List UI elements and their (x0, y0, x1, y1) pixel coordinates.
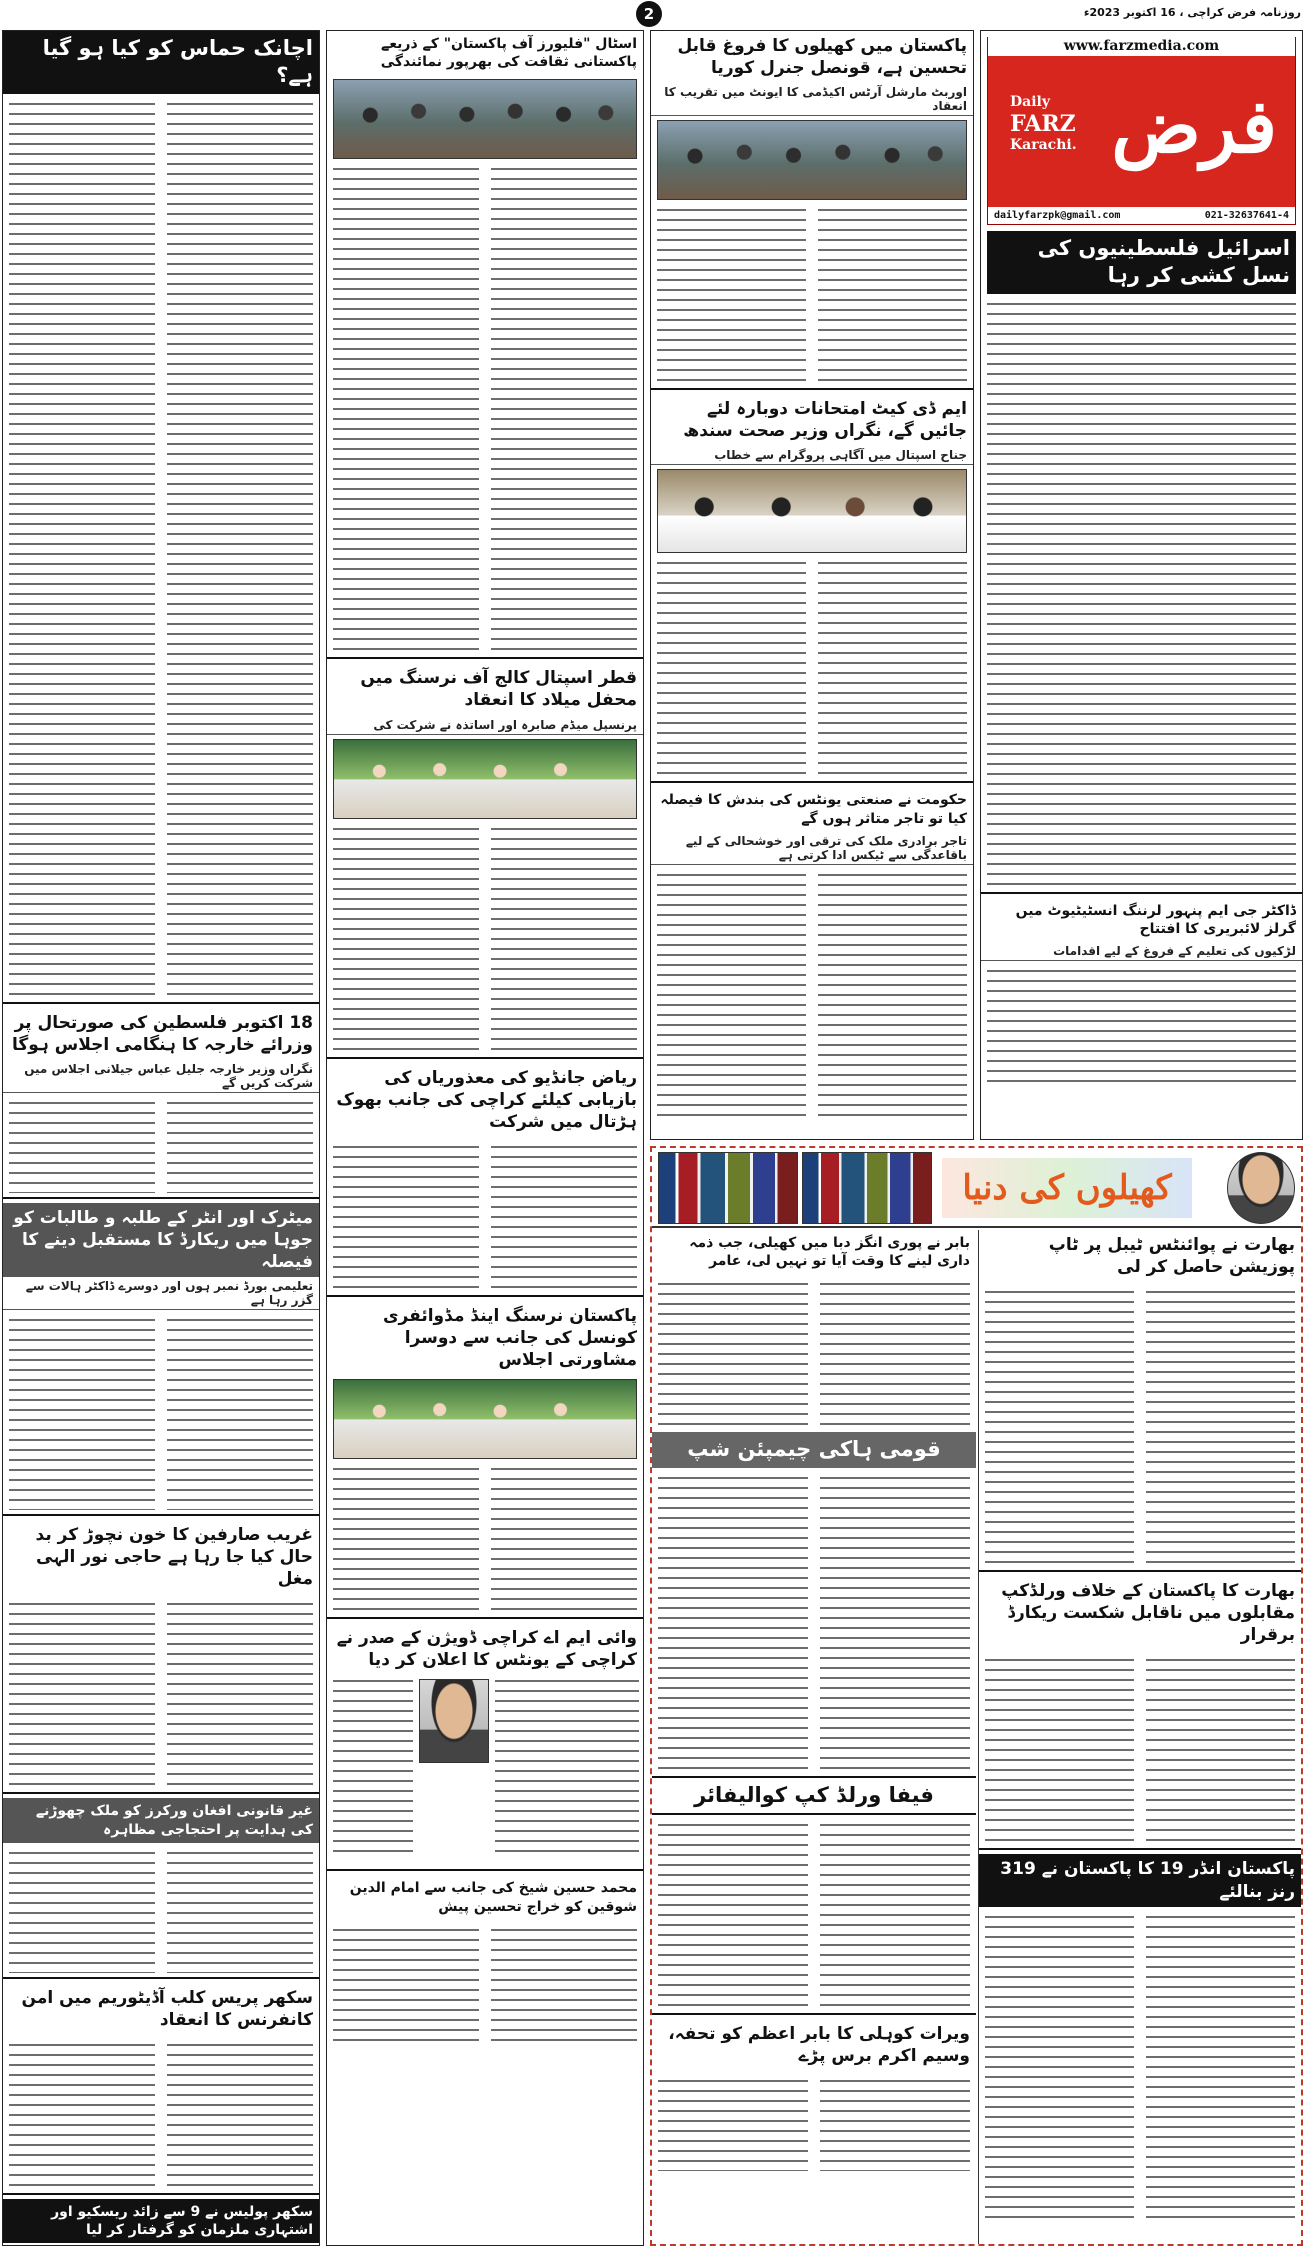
column-3 (650, 30, 974, 1140)
article-body (985, 1911, 1295, 2221)
divider (3, 1002, 319, 1004)
headline: سکھر پریس کلب آڈیٹوریم میں امن کانفرنس کا انعقاد (21, 1987, 313, 2030)
column-1 (2, 30, 320, 2246)
column-4 (980, 30, 1303, 1140)
article-body (985, 1286, 1295, 1566)
divider (327, 1295, 643, 1297)
article-body (495, 1675, 639, 1855)
paper-name: FARZ (1010, 110, 1076, 137)
article-body (9, 1314, 313, 1510)
newspaper-logo (987, 37, 1296, 225)
headline: ایم ڈی کیٹ امتحانات دوبارہ لئے جائیں گے، نگراں وزیر صحت سندھ (683, 399, 967, 442)
subheadline: جناح اسپتال میں آگاہی پروگرام سے خطاب (651, 446, 973, 465)
subheadline: نگراں وزیر خارجہ جلیل عباس جیلانی اجلاس میں شرکت کریں گے (3, 1060, 319, 1093)
section-headline: فیفا ورلڈ کپ کوالیفائر (652, 1776, 976, 1815)
event-photo (333, 739, 637, 819)
top-strip (0, 0, 1305, 30)
headline: ڈاکٹر جی ایم پنہور لرننگ انسٹیٹیوٹ میں گرلز لائبریری کا افتتاح (1015, 902, 1296, 937)
divider (981, 892, 1302, 894)
section-headline: قومی ہاکی چیمپئن شپ (652, 1432, 976, 1467)
divider (651, 781, 973, 783)
contact-strip (988, 207, 1295, 224)
article-body (333, 1924, 637, 2044)
team-photo (658, 1152, 798, 1224)
sports-banner (652, 1148, 1301, 1228)
article-body (9, 98, 313, 998)
subheadline: پرنسپل میڈم صابرہ اور اساتذہ نے شرکت کی (327, 716, 643, 735)
article-body (658, 1472, 970, 1772)
event-photo (657, 120, 967, 200)
article-body (987, 965, 1296, 1085)
sports-section (650, 1146, 1303, 2246)
headline: بابر نے پوری انگز دبا میں کھیلی، جب ذمہ داری لینے کا وقت آیا تو نہیں لی، عامر (689, 1235, 970, 1270)
daily-label: Daily (1010, 94, 1050, 110)
city-label: Karachi. (1010, 137, 1077, 154)
headline: بھارت کا پاکستان کے خلاف ورلڈکپ مقابلوں میں ناقابل شکست ریکارڈ برقرار (1001, 1581, 1295, 1646)
article-body (333, 1675, 413, 1855)
article-body (333, 163, 637, 653)
article-body (657, 869, 967, 1119)
logo-mark: فرض (1111, 84, 1277, 170)
divider (327, 657, 643, 659)
meeting-photo (333, 1379, 637, 1459)
column-2 (326, 30, 644, 2246)
article-body (333, 1463, 637, 1613)
divider (652, 2013, 976, 2015)
article-body (333, 823, 637, 1053)
divider (327, 1617, 643, 1619)
email-text: dailyfarzpk@gmail.com (994, 210, 1121, 221)
article-body (985, 1654, 1295, 1844)
website-url: www.farzmedia.com (988, 36, 1295, 56)
subheadline: اوربٹ مارشل آرٹس اکیڈمی کا ایونٹ میں تقریب کا انعقاد (651, 83, 973, 116)
headline: وائی ایم اے کراچی ڈویژن کے صدر نے کراچی کے یونٹس کا اعلان کر دیا (336, 1628, 637, 1671)
article-body (658, 2075, 970, 2171)
headline: حکومت نے صنعتی یونٹس کی بندش کا فیصلہ کیا تو تاجر متاثر ہوں گے (660, 792, 967, 827)
event-photo (333, 79, 637, 159)
headline: میٹرک اور انٹر کے طلبہ و طالبات کو جوہا میں ریکارڈ کا مستقبل دینے کا فیصلہ (3, 1203, 319, 1277)
headline: ویرات کوہلی کا بابر اعظم کو تحفہ، وسیم اکرم برس پڑے (668, 2023, 970, 2067)
portrait-photo (419, 1679, 489, 1763)
editorial-headline: اسرائیل فلسطینیوں کی نسل کشی کر رہا (987, 231, 1296, 294)
subheadline: لڑکیوں کی تعلیم کے فروغ کے لیے اقدامات (981, 942, 1302, 961)
article-body (9, 1598, 313, 1788)
headline: پاکستان انڈر 19 کا پاکستان نے 319 رنز بنالئے (979, 1854, 1301, 1906)
phone-text: 021-32637641-4 (1204, 210, 1289, 221)
headline: اچانک حماس کو کیا ہو گیا ہے؟ (3, 31, 319, 94)
divider (651, 388, 973, 390)
divider (979, 1848, 1301, 1850)
sports-left-column (652, 1230, 976, 2244)
page-number: 2 (636, 1, 662, 27)
sports-right-column (978, 1230, 1301, 2244)
team-photo (802, 1152, 932, 1224)
headline: غیر قانونی افغان ورکرز کو ملک چھوڑنے کی ہدایت پر احتجاجی مظاہرہ (3, 1798, 319, 1842)
divider (3, 1197, 319, 1199)
headline: پاکستان میں کھیلوں کا فروغ قابل تحسین ہے، قونصل جنرل کوریا (677, 36, 967, 79)
divider (327, 1869, 643, 1871)
columnist-portrait (1227, 1152, 1295, 1224)
editorial-body (987, 298, 1296, 888)
article-body (658, 1278, 970, 1428)
article-body (658, 1819, 970, 2009)
divider (327, 1057, 643, 1059)
dateline: روزنامہ فرض کراچی ، 16 اکتوبر 2023ء (1083, 6, 1301, 19)
press-photo (657, 469, 967, 553)
article-body (657, 204, 967, 384)
article-body (657, 557, 967, 777)
logo-english (1010, 94, 1077, 154)
headline: سکھر پولیس نے 9 سے زائد ریسکیو اور اشتہاری ملزمان کو گرفتار کر لیا (3, 2199, 319, 2243)
article-body (9, 2039, 313, 2189)
headline: محمد حسین شیخ کی جانب سے امام الدین شوقین کو خراج تحسین پیش (349, 1880, 637, 1915)
divider (3, 1977, 319, 1979)
headline: قطر اسپتال کالج آف نرسنگ میں محفل میلاد کا انعقاد (360, 668, 637, 711)
divider (3, 1514, 319, 1516)
headline: بھارت نے پوائنٹس ٹیبل پر ٹاپ پوزیشن حاصل کر لی (1048, 1235, 1295, 1278)
sports-banner-title: کھیلوں کی دنیا (942, 1158, 1192, 1218)
headline: غریب صارفین کا خون نچوڑ کر بد حال کیا جا رہا ہے حاجی نور الہی مغل (35, 1525, 313, 1590)
divider (979, 1570, 1301, 1572)
headline: پاکستان نرسنگ اینڈ مڈوائفری کونسل کی جانب سے دوسرا مشاورتی اجلاس (382, 1305, 637, 1371)
article-body (333, 1141, 637, 1291)
subheadline: تعلیمی بورڈ نمبر ہوں اور دوسرے ڈاکٹر ہالات سے گزر رہا ہے (3, 1277, 319, 1310)
headline: 18 اکتوبر فلسطین کی صورتحال پر وزرائے خارجہ کا ہنگامی اجلاس ہوگا (11, 1012, 313, 1055)
article-body (9, 1847, 313, 1973)
divider (3, 2193, 319, 2195)
article-with-portrait (333, 1675, 637, 1865)
divider (3, 1792, 319, 1794)
article-body (9, 1097, 313, 1193)
subheadline: تاجر برادری ملک کی ترقی اور خوشحالی کے لیے باقاعدگی سے ٹیکس ادا کرتی ہے (651, 832, 973, 865)
headline: اسٹال "فلیورز آف پاکستان" کے ذریعے پاکستانی ثقافت کی بھرپور نمائندگی (380, 36, 637, 71)
headline: ریاض جانڈیو کی معذوریاں کی بازیابی کیلئے کراچی کی جانب بھوک ہڑتال میں شرکت (336, 1067, 637, 1132)
